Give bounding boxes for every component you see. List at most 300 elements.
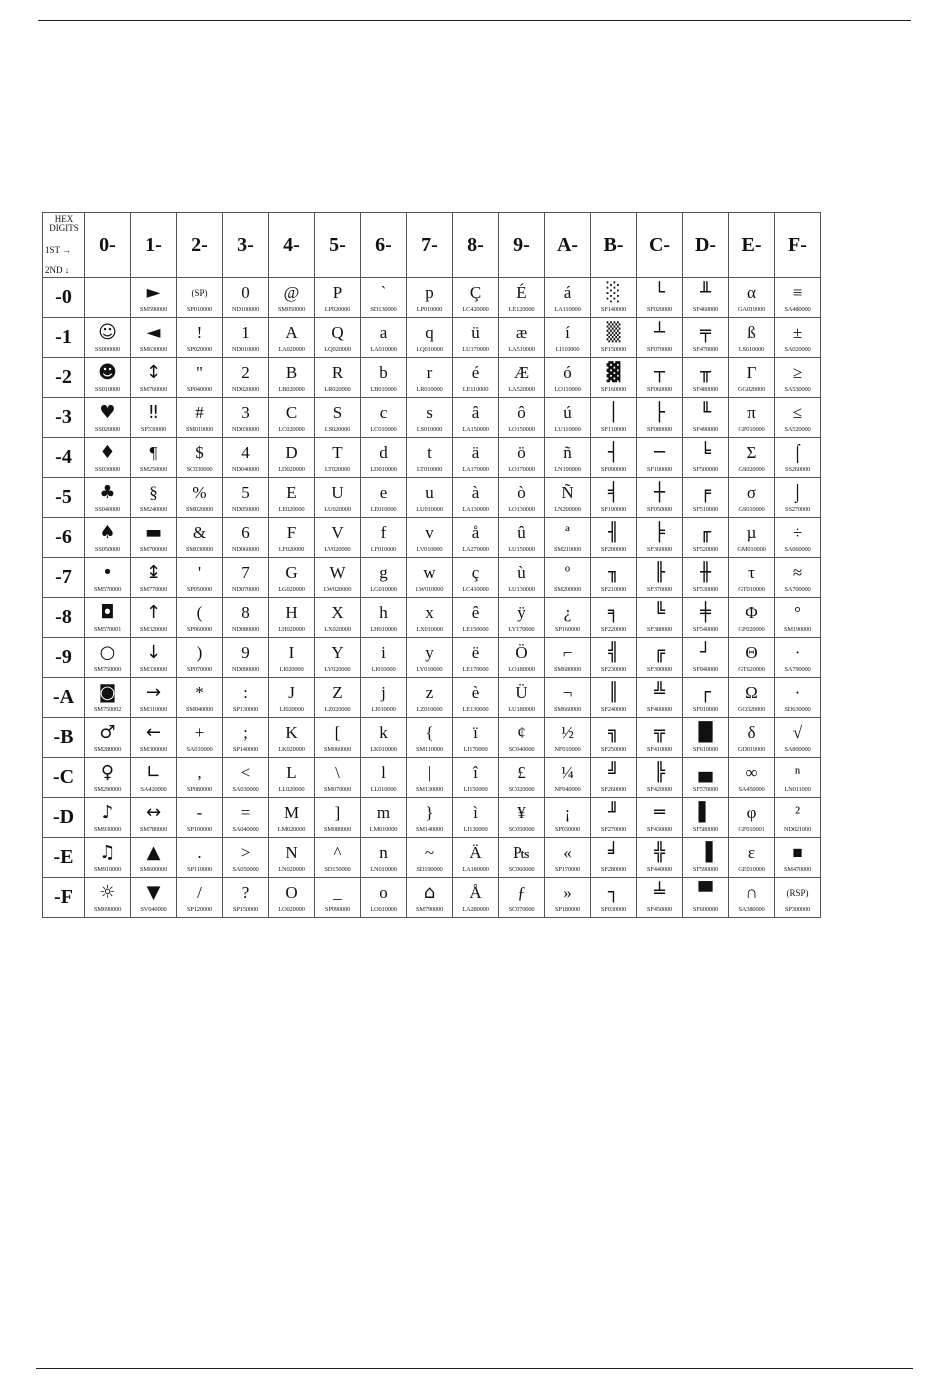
- char-glyph: d: [379, 443, 388, 462]
- char-code: LB010000: [370, 386, 397, 393]
- char-glyph: ≡: [792, 283, 803, 302]
- char-glyph: ∙: [795, 643, 800, 662]
- char-glyph: J: [288, 683, 295, 702]
- char-glyph: ▌: [698, 802, 713, 823]
- char-cell: [499, 718, 545, 758]
- char-cell: [683, 558, 729, 598]
- char-glyph: É: [516, 283, 527, 302]
- char-code: ND021000: [783, 826, 812, 833]
- char-cell: [775, 798, 821, 838]
- char-code: LA280000: [462, 906, 489, 913]
- char-code: ND030000: [231, 426, 260, 433]
- char-cell: [361, 798, 407, 838]
- char-code: SF050000: [646, 506, 673, 513]
- char-cell: [131, 438, 177, 478]
- char-glyph: í: [565, 323, 570, 342]
- char-cell: [177, 478, 223, 518]
- char-cell: [223, 438, 269, 478]
- char-code: SD150000: [324, 866, 351, 873]
- char-glyph: ï: [473, 723, 478, 742]
- char-code: LX020000: [324, 626, 351, 633]
- char-code: SP170000: [554, 866, 581, 873]
- char-code: LO010000: [370, 906, 397, 913]
- char-cell: [177, 558, 223, 598]
- table-row: [43, 558, 821, 598]
- char-cell: [775, 678, 821, 718]
- char-code: LA270000: [462, 546, 489, 553]
- char-code: NF040000: [554, 786, 581, 793]
- char-glyph: ⌂: [423, 882, 436, 903]
- char-glyph: ►: [146, 282, 161, 303]
- char-code: SA450000: [738, 786, 765, 793]
- char-code: SF480000: [692, 386, 719, 393]
- char-cell: [545, 878, 591, 918]
- char-glyph: 9: [241, 643, 250, 662]
- column-header: 1-: [131, 213, 177, 278]
- char-glyph: Æ: [513, 363, 530, 382]
- char-cell: [407, 278, 453, 318]
- char-code: SP300000: [784, 906, 811, 913]
- char-glyph: c: [379, 403, 388, 422]
- char-code: SF240000: [600, 706, 627, 713]
- char-glyph: á: [563, 283, 572, 302]
- char-code: SS040000: [94, 506, 121, 513]
- char-code: SF260000: [600, 786, 627, 793]
- char-code: SP100000: [186, 826, 213, 833]
- char-glyph: â: [471, 403, 480, 422]
- char-glyph: Y: [331, 643, 344, 662]
- char-cell: [223, 518, 269, 558]
- char-code: SF080000: [646, 426, 673, 433]
- char-glyph: ○: [99, 642, 116, 663]
- char-glyph: T: [332, 443, 343, 462]
- hex-digits-corner: [43, 213, 85, 278]
- char-code: SF510000: [692, 506, 719, 513]
- char-cell: [407, 758, 453, 798]
- char-glyph: Σ: [746, 443, 757, 462]
- char-glyph: ╥: [700, 362, 711, 383]
- char-code: SF220000: [600, 626, 627, 633]
- char-glyph: W: [329, 563, 346, 582]
- char-glyph: ╬: [654, 842, 665, 863]
- char-code: LI110000: [555, 346, 580, 353]
- char-code: SF390000: [646, 666, 673, 673]
- char-cell: [545, 358, 591, 398]
- char-cell: [729, 718, 775, 758]
- char-cell: [453, 638, 499, 678]
- table-row: [43, 718, 821, 758]
- char-cell: [683, 518, 729, 558]
- char-glyph: ê: [471, 603, 480, 622]
- char-glyph: [: [334, 723, 341, 742]
- row-header: -C: [43, 758, 85, 798]
- char-code: SA700000: [784, 586, 811, 593]
- char-glyph: ú: [563, 403, 572, 422]
- char-cell: [315, 478, 361, 518]
- char-code: LG010000: [370, 586, 397, 593]
- char-cell: [315, 558, 361, 598]
- char-code: SP040000: [186, 386, 213, 393]
- table-row: [43, 838, 821, 878]
- char-code: LR020000: [324, 386, 351, 393]
- char-cell: [361, 318, 407, 358]
- char-glyph: p: [425, 283, 434, 302]
- char-glyph: ε: [747, 843, 756, 862]
- column-header: 8-: [453, 213, 499, 278]
- char-cell: [131, 838, 177, 878]
- char-code: SF370000: [646, 586, 673, 593]
- char-code: LJ010000: [371, 706, 396, 713]
- char-glyph: σ: [746, 483, 757, 502]
- table-row: [43, 358, 821, 398]
- char-glyph: @: [283, 283, 300, 302]
- char-cell: [545, 518, 591, 558]
- char-code: SC060000: [508, 866, 535, 873]
- char-code: GF020000: [738, 626, 765, 633]
- char-cell: [453, 278, 499, 318]
- char-code: SF100000: [646, 466, 673, 473]
- char-cell: [85, 758, 131, 798]
- char-cell: [683, 438, 729, 478]
- char-code: SC050000: [508, 826, 535, 833]
- char-code: SF600000: [692, 906, 719, 913]
- char-code: SF070000: [646, 346, 673, 353]
- char-code: SP010000: [186, 306, 213, 313]
- char-glyph: ▄: [698, 762, 713, 783]
- char-cell: [177, 878, 223, 918]
- char-code: LN011000: [784, 786, 811, 793]
- row-header: -E: [43, 838, 85, 878]
- char-glyph: }: [425, 803, 434, 822]
- char-glyph: │: [608, 402, 619, 423]
- char-code: SM310000: [139, 706, 168, 713]
- char-code: LH020000: [278, 626, 305, 633]
- char-cell: [131, 878, 177, 918]
- char-code: SM690000: [93, 906, 122, 913]
- char-code: SM110000: [415, 746, 444, 753]
- char-glyph: B: [285, 363, 298, 382]
- char-glyph: »: [563, 883, 572, 902]
- char-cell: [545, 718, 591, 758]
- char-cell: [775, 758, 821, 798]
- char-code: SP120000: [186, 906, 213, 913]
- corner-line-hex: HEX: [54, 214, 74, 224]
- char-glyph: ╛: [608, 842, 619, 863]
- char-cell: [729, 678, 775, 718]
- char-glyph: s: [426, 403, 433, 422]
- corner-line-2nd: 2ND ↓: [45, 265, 70, 275]
- char-glyph: ▼: [146, 882, 161, 903]
- char-glyph: ┬: [654, 362, 665, 383]
- char-cell: [85, 638, 131, 678]
- char-glyph: r: [426, 363, 433, 382]
- char-code: SF400000: [646, 706, 673, 713]
- char-cell: [729, 358, 775, 398]
- char-cell: [545, 438, 591, 478]
- char-cell: [591, 598, 637, 638]
- char-glyph: ¥: [517, 803, 526, 822]
- char-glyph: ö: [517, 443, 526, 462]
- char-glyph: o: [379, 883, 388, 902]
- char-glyph: F: [286, 523, 297, 542]
- char-cell: [315, 878, 361, 918]
- char-cell: [499, 638, 545, 678]
- char-glyph: º: [564, 563, 571, 582]
- char-code: SP090000: [324, 906, 351, 913]
- char-cell: [591, 798, 637, 838]
- char-glyph: ì: [473, 803, 478, 822]
- char-code: SA020000: [784, 346, 811, 353]
- char-code: SF280000: [600, 866, 627, 873]
- char-glyph: ↔: [145, 802, 162, 823]
- char-cell: [407, 558, 453, 598]
- char-glyph: ≈: [792, 563, 803, 582]
- char-glyph: §: [149, 483, 158, 502]
- char-code: GE010000: [738, 866, 765, 873]
- char-glyph: q: [425, 323, 434, 342]
- char-glyph: →: [145, 682, 162, 703]
- char-code: SF460000: [692, 306, 719, 313]
- char-glyph: ↑: [145, 602, 162, 623]
- char-code: GT620000: [738, 666, 765, 673]
- char-cell: [85, 358, 131, 398]
- char-cell: [407, 398, 453, 438]
- char-cell: [545, 398, 591, 438]
- char-code: LB020000: [278, 386, 305, 393]
- char-cell: [223, 838, 269, 878]
- char-cell: [775, 878, 821, 918]
- char-glyph: I: [288, 643, 295, 662]
- char-glyph: ∞: [745, 763, 758, 782]
- row-header: -F: [43, 878, 85, 918]
- char-cell: [499, 478, 545, 518]
- char-cell: [453, 878, 499, 918]
- char-code: LA520000: [508, 386, 535, 393]
- char-cell: [315, 438, 361, 478]
- table-row: [43, 598, 821, 638]
- char-code: SD190000: [416, 866, 443, 873]
- char-glyph: ~: [424, 843, 435, 862]
- char-glyph: ª: [565, 523, 570, 542]
- char-code: LA170000: [462, 466, 489, 473]
- char-code: GA010000: [737, 306, 766, 313]
- char-cell: [131, 478, 177, 518]
- char-cell: [223, 678, 269, 718]
- char-glyph: Ñ: [561, 483, 574, 502]
- char-code: SA480000: [784, 306, 811, 313]
- char-glyph: `: [380, 283, 387, 302]
- char-cell: [453, 598, 499, 638]
- char-glyph: ╕: [608, 602, 619, 623]
- char-cell: [729, 758, 775, 798]
- char-cell: [683, 318, 729, 358]
- char-glyph: j: [381, 683, 386, 702]
- char-cell: [269, 758, 315, 798]
- char-glyph: ┘: [700, 642, 711, 663]
- char-code: LA020000: [278, 346, 305, 353]
- char-glyph: û: [517, 523, 526, 542]
- char-cell: [85, 558, 131, 598]
- char-code: SM760000: [139, 386, 168, 393]
- char-glyph: ?: [241, 883, 250, 902]
- char-cell: [177, 838, 223, 878]
- char-code: ND080000: [231, 626, 260, 633]
- char-code: LV020000: [324, 546, 351, 553]
- char-glyph: ♫: [99, 842, 116, 863]
- char-code: LU170000: [462, 346, 489, 353]
- corner-line-digits: DIGITS: [49, 223, 79, 233]
- char-cell: [177, 438, 223, 478]
- char-cell: [85, 518, 131, 558]
- char-cell: [177, 678, 223, 718]
- char-glyph: ▬: [144, 522, 162, 543]
- char-code: SM140000: [415, 826, 444, 833]
- char-code: GD010000: [737, 746, 766, 753]
- char-cell: [591, 558, 637, 598]
- char-cell: [729, 518, 775, 558]
- char-cell: [269, 278, 315, 318]
- char-glyph: Z: [332, 683, 343, 702]
- char-glyph: ß: [747, 323, 756, 342]
- char-code: SA380000: [738, 906, 765, 913]
- char-glyph: ┤: [608, 442, 619, 463]
- table-row: [43, 638, 821, 678]
- char-code: SF610000: [692, 746, 719, 753]
- char-glyph: ╣: [608, 642, 619, 663]
- char-code: GO320000: [737, 706, 766, 713]
- char-cell: [223, 278, 269, 318]
- char-glyph: ƒ: [517, 883, 526, 902]
- char-glyph: «: [563, 843, 572, 862]
- char-code: SM130000: [415, 786, 444, 793]
- char-cell: [315, 638, 361, 678]
- row-header: -2: [43, 358, 85, 398]
- char-cell: [131, 358, 177, 398]
- char-glyph: P: [332, 283, 343, 302]
- char-glyph: ♪: [101, 802, 114, 823]
- column-header: B-: [591, 213, 637, 278]
- char-glyph: v: [425, 523, 434, 542]
- char-cell: [591, 638, 637, 678]
- char-glyph: a: [379, 323, 388, 342]
- char-code: SF190000: [600, 506, 627, 513]
- header-row: [43, 213, 821, 278]
- char-code: LL010000: [370, 786, 397, 793]
- char-glyph: Γ: [746, 363, 757, 382]
- char-cell: [775, 838, 821, 878]
- char-code: GS020000: [738, 466, 765, 473]
- char-code: ND090000: [231, 666, 260, 673]
- char-code: SF210000: [600, 586, 627, 593]
- char-code: SA060000: [784, 546, 811, 553]
- char-code: LA150000: [462, 426, 489, 433]
- char-cell: [315, 798, 361, 838]
- char-cell: [407, 518, 453, 558]
- char-cell: [223, 718, 269, 758]
- char-glyph: ü: [471, 323, 480, 342]
- char-glyph: ;: [243, 723, 248, 742]
- char-code: LO130000: [508, 506, 535, 513]
- char-glyph: ╒: [700, 482, 711, 503]
- char-code: LY170000: [508, 626, 535, 633]
- char-code: GT010000: [738, 586, 765, 593]
- table-row: [43, 878, 821, 918]
- char-cell: [131, 278, 177, 318]
- char-glyph: ¢: [517, 723, 526, 742]
- char-code: SP060000: [186, 626, 213, 633]
- char-cell: [85, 478, 131, 518]
- char-code: LR010000: [416, 386, 443, 393]
- row-header: -6: [43, 518, 85, 558]
- char-glyph: ⌐: [562, 643, 573, 662]
- char-cell: [775, 718, 821, 758]
- char-glyph: ╟: [654, 562, 665, 583]
- char-cell: [269, 438, 315, 478]
- char-cell: [223, 798, 269, 838]
- char-cell: [269, 518, 315, 558]
- char-cell: [361, 878, 407, 918]
- char-glyph: (: [196, 603, 203, 622]
- char-cell: [545, 278, 591, 318]
- char-glyph: K: [285, 723, 298, 742]
- row-header: -4: [43, 438, 85, 478]
- char-glyph: φ: [746, 803, 757, 822]
- char-code: LZ010000: [416, 706, 443, 713]
- char-glyph: 4: [241, 443, 250, 462]
- char-code: SM250000: [139, 466, 168, 473]
- char-glyph: ÿ: [517, 603, 526, 622]
- char-code: ND040000: [231, 466, 260, 473]
- char-glyph: U: [331, 483, 344, 502]
- char-cell: [683, 878, 729, 918]
- char-glyph: ↨: [145, 562, 162, 583]
- char-cell: [131, 318, 177, 358]
- char-cell: [637, 678, 683, 718]
- char-cell: [131, 758, 177, 798]
- char-code: SP110000: [187, 866, 212, 873]
- char-code: SD630000: [784, 706, 811, 713]
- char-cell: [361, 398, 407, 438]
- char-glyph: ╢: [608, 522, 619, 543]
- char-cell: [131, 638, 177, 678]
- char-cell: [315, 518, 361, 558]
- char-cell: [361, 718, 407, 758]
- char-glyph: ▀: [698, 882, 713, 903]
- char-glyph: ╧: [654, 882, 665, 903]
- char-glyph: t: [427, 443, 432, 462]
- char-cell: [361, 518, 407, 558]
- row-header: -8: [43, 598, 85, 638]
- char-cell: [499, 518, 545, 558]
- char-glyph: ¼: [561, 763, 574, 782]
- char-glyph: ≥: [792, 363, 803, 382]
- char-cell: [591, 718, 637, 758]
- char-cell: [85, 718, 131, 758]
- char-code: LN190000: [554, 466, 581, 473]
- char-glyph: z: [425, 683, 434, 702]
- char-code: SA520000: [784, 426, 811, 433]
- char-cell: [131, 678, 177, 718]
- char-cell: [223, 358, 269, 398]
- char-glyph: å: [471, 523, 480, 542]
- char-code: LO170000: [508, 466, 535, 473]
- char-cell: [729, 278, 775, 318]
- char-code: LV010000: [416, 546, 443, 553]
- char-cell: [223, 758, 269, 798]
- table-row: [43, 518, 821, 558]
- char-glyph: ╤: [700, 322, 711, 343]
- char-code: SM080000: [323, 826, 352, 833]
